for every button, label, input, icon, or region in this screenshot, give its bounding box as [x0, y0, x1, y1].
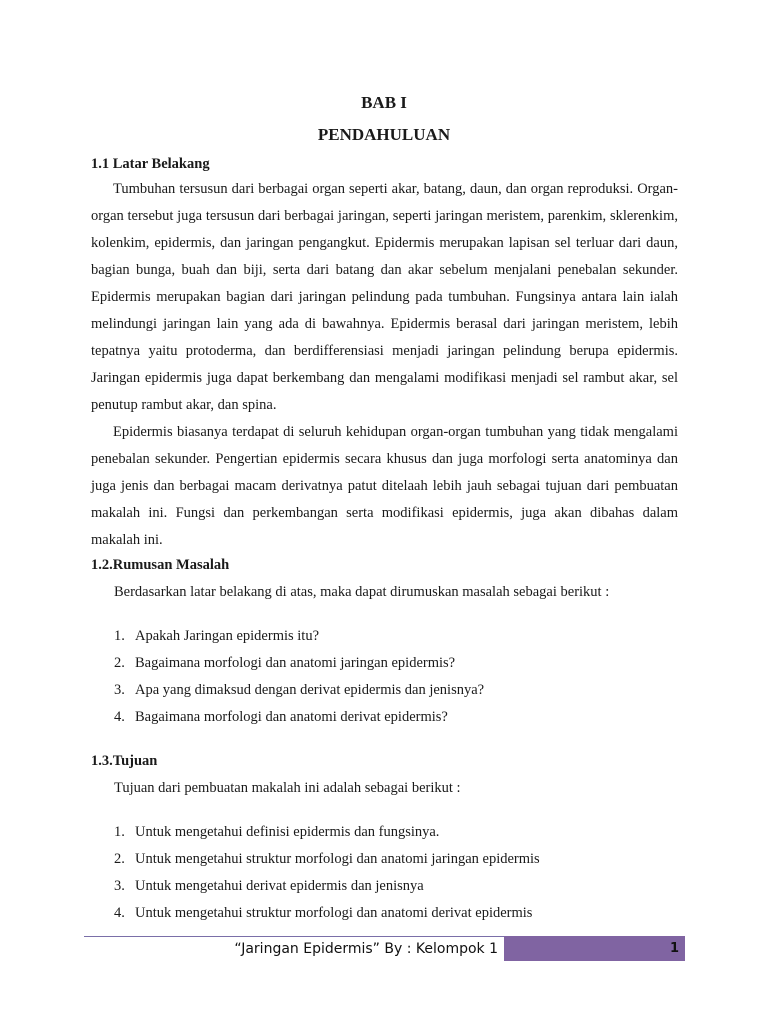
tujuan-intro: Tujuan dari pembuatan makalah ini adalah sebagai berikut :	[114, 780, 461, 796]
list-item: 2. Bagaimana morfologi dan anatomi jaringan epidermis?	[114, 655, 456, 671]
footer-text: “Jaringan Epidermis” By : Kelompok 1	[234, 941, 498, 957]
list-item: 1. Untuk mengetahui definisi epidermis dan fungsinya.	[114, 824, 440, 840]
list-item: 4. Bagaimana morfologi dan anatomi derivat epidermis?	[114, 709, 448, 725]
section-heading-rumusan-masalah: 1.2.Rumusan Masalah	[91, 557, 230, 573]
rumusan-intro: Berdasarkan latar belakang di atas, maka dapat dirumuskan masalah sebagai berikut :	[114, 584, 610, 600]
section-heading-tujuan: 1.3.Tujuan	[91, 753, 158, 769]
rumusan-list	[114, 623, 484, 731]
page-number-box	[504, 936, 685, 961]
list-item: 3. Apa yang dimaksud dengan derivat epidermis dan jenisnya?	[114, 682, 485, 698]
chapter-number: BAB I	[361, 93, 407, 112]
list-item: 1. Apakah Jaringan epidermis itu?	[114, 628, 320, 644]
chapter-title: PENDAHULUAN	[317, 125, 451, 144]
paragraph-latar-belakang-1: Tumbuhan tersusun dari berbagai organ seperti akar, batang, daun, dan organ reproduksi. Organ-organ tersebut juga tersusun dari berbagai jaringan, seperti jaringan meristem, parenkim, sklerenkim, kolenkim, epidermis, dan jaringan pengangkut. Epidermis merupakan lapisan sel terluar dari daun, bagian bunga, buah dan biji, serta dari batang dan akar sebelum menjalani penebalan sekunder. Epidermis merupakan bagian dari jaringan pelindung pada tumbuhan. Fungsinya antara lain ialah melindungi jaringan lain yang ada di bawahnya. Epidermis berasal dari jaringan meristem, lebih tepatnya yaitu protoderma, dan berdifferensiasi menjadi jaringan pelindung berupa epidermis. Jaringan epidermis juga dapat berkembang dan mengalami modifikasi menjadi sel rambut akar, sel penutup rambut akar, dan spina.	[91, 181, 678, 413]
paragraph-latar-belakang-2: Epidermis biasanya terdapat di seluruh kehidupan organ-organ tumbuhan yang tidak mengalami penebalan sekunder. Pengertian epidermis secara khusus dan juga morfologi serta anatominya dan juga jenis dan berbagai macam derivatnya patut ditelaah lebih jauh sebagai tujuan dari pembuatan makalah ini. Fungsi dan perkembangan serta modifikasi epidermis, juga akan dibahas dalam makalah ini.	[91, 424, 678, 548]
section-heading-latar-belakang: 1.1 Latar Belakang	[91, 156, 210, 172]
page-number: 1	[669, 941, 679, 956]
tujuan-list	[114, 819, 540, 927]
list-item: 3. Untuk mengetahui derivat epidermis dan jenisnya	[114, 878, 424, 894]
list-item: 2. Untuk mengetahui struktur morfologi dan anatomi jaringan epidermis	[114, 851, 540, 867]
list-item: 4. Untuk mengetahui struktur morfologi dan anatomi derivat epidermis	[114, 905, 533, 921]
